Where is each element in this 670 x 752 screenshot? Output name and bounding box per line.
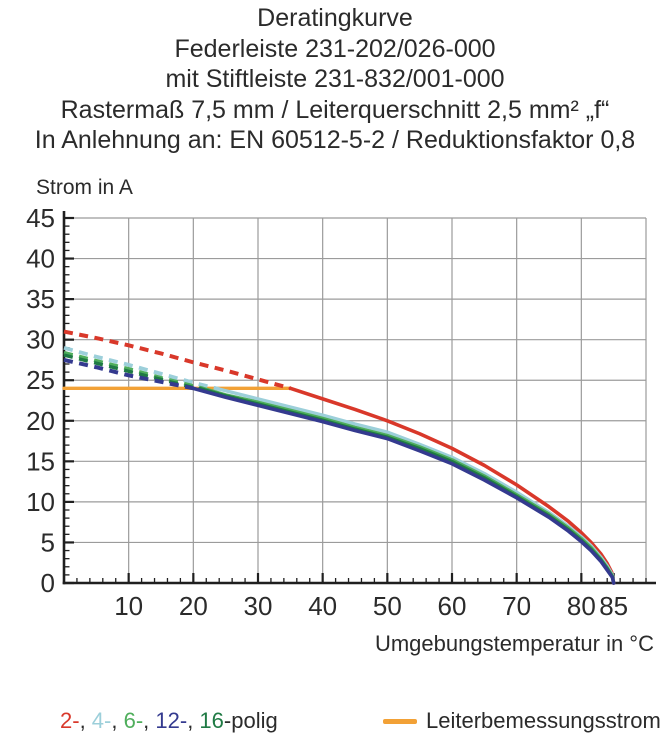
svg-text:45: 45 (26, 203, 55, 233)
svg-text:30: 30 (243, 591, 273, 621)
legend-token: 16 (199, 708, 224, 733)
svg-text:20: 20 (178, 591, 208, 621)
svg-text:60: 60 (437, 591, 467, 621)
svg-text:40: 40 (26, 243, 55, 274)
legend-token: 2- (60, 708, 80, 733)
svg-text:80: 80 (566, 591, 596, 621)
title-stiftleiste: mit Stiftleiste 231-832/001-000 (165, 65, 505, 93)
legend-token: 12- (155, 708, 188, 733)
legend-token: 6- (123, 708, 144, 733)
plot-area (0, 195, 670, 627)
svg-text:20: 20 (26, 405, 55, 436)
chart-title: Deratingkurve (257, 4, 413, 32)
svg-text:40: 40 (308, 591, 338, 621)
svg-text:35: 35 (26, 284, 55, 315)
title-rastermass: Rastermaß 7,5 mm / Leiterquerschnitt 2,5 mm² „f“ (60, 95, 610, 124)
rated-current-label: Leiterbemessungsstrom (426, 708, 661, 733)
svg-text:85: 85 (599, 591, 629, 621)
chart-title-block (0, 3, 670, 156)
legend-token: 4- (91, 708, 112, 733)
derating-curves-svg (0, 195, 670, 627)
x-axis-title: Umgebungstemperatur in °C (374, 631, 654, 656)
legend-token: , (79, 708, 92, 733)
svg-text:25: 25 (26, 365, 55, 396)
svg-text:10: 10 (26, 486, 55, 517)
title-federleiste: Federleiste 231-202/026-000 (174, 34, 496, 63)
title-norm: In Anlehnung an: EN 60512-5-2 / Reduktionsfaktor 0,8 (34, 126, 636, 154)
svg-text:30: 30 (26, 324, 55, 355)
svg-text:70: 70 (502, 591, 532, 621)
legend-token: -polig (223, 708, 278, 733)
rated-current-line-swatch (383, 719, 417, 724)
legend-token: , (111, 708, 124, 733)
legend-pole-counts (60, 708, 278, 734)
y-axis-title: Strom in A (36, 176, 133, 199)
legend-token: , (143, 708, 156, 733)
svg-text:0: 0 (40, 568, 55, 598)
svg-text:5: 5 (40, 527, 55, 558)
svg-text:15: 15 (26, 446, 55, 477)
legend-token: , (187, 708, 200, 733)
legend-rated-current (383, 708, 661, 734)
svg-text:10: 10 (114, 591, 144, 621)
svg-text:50: 50 (372, 591, 402, 621)
